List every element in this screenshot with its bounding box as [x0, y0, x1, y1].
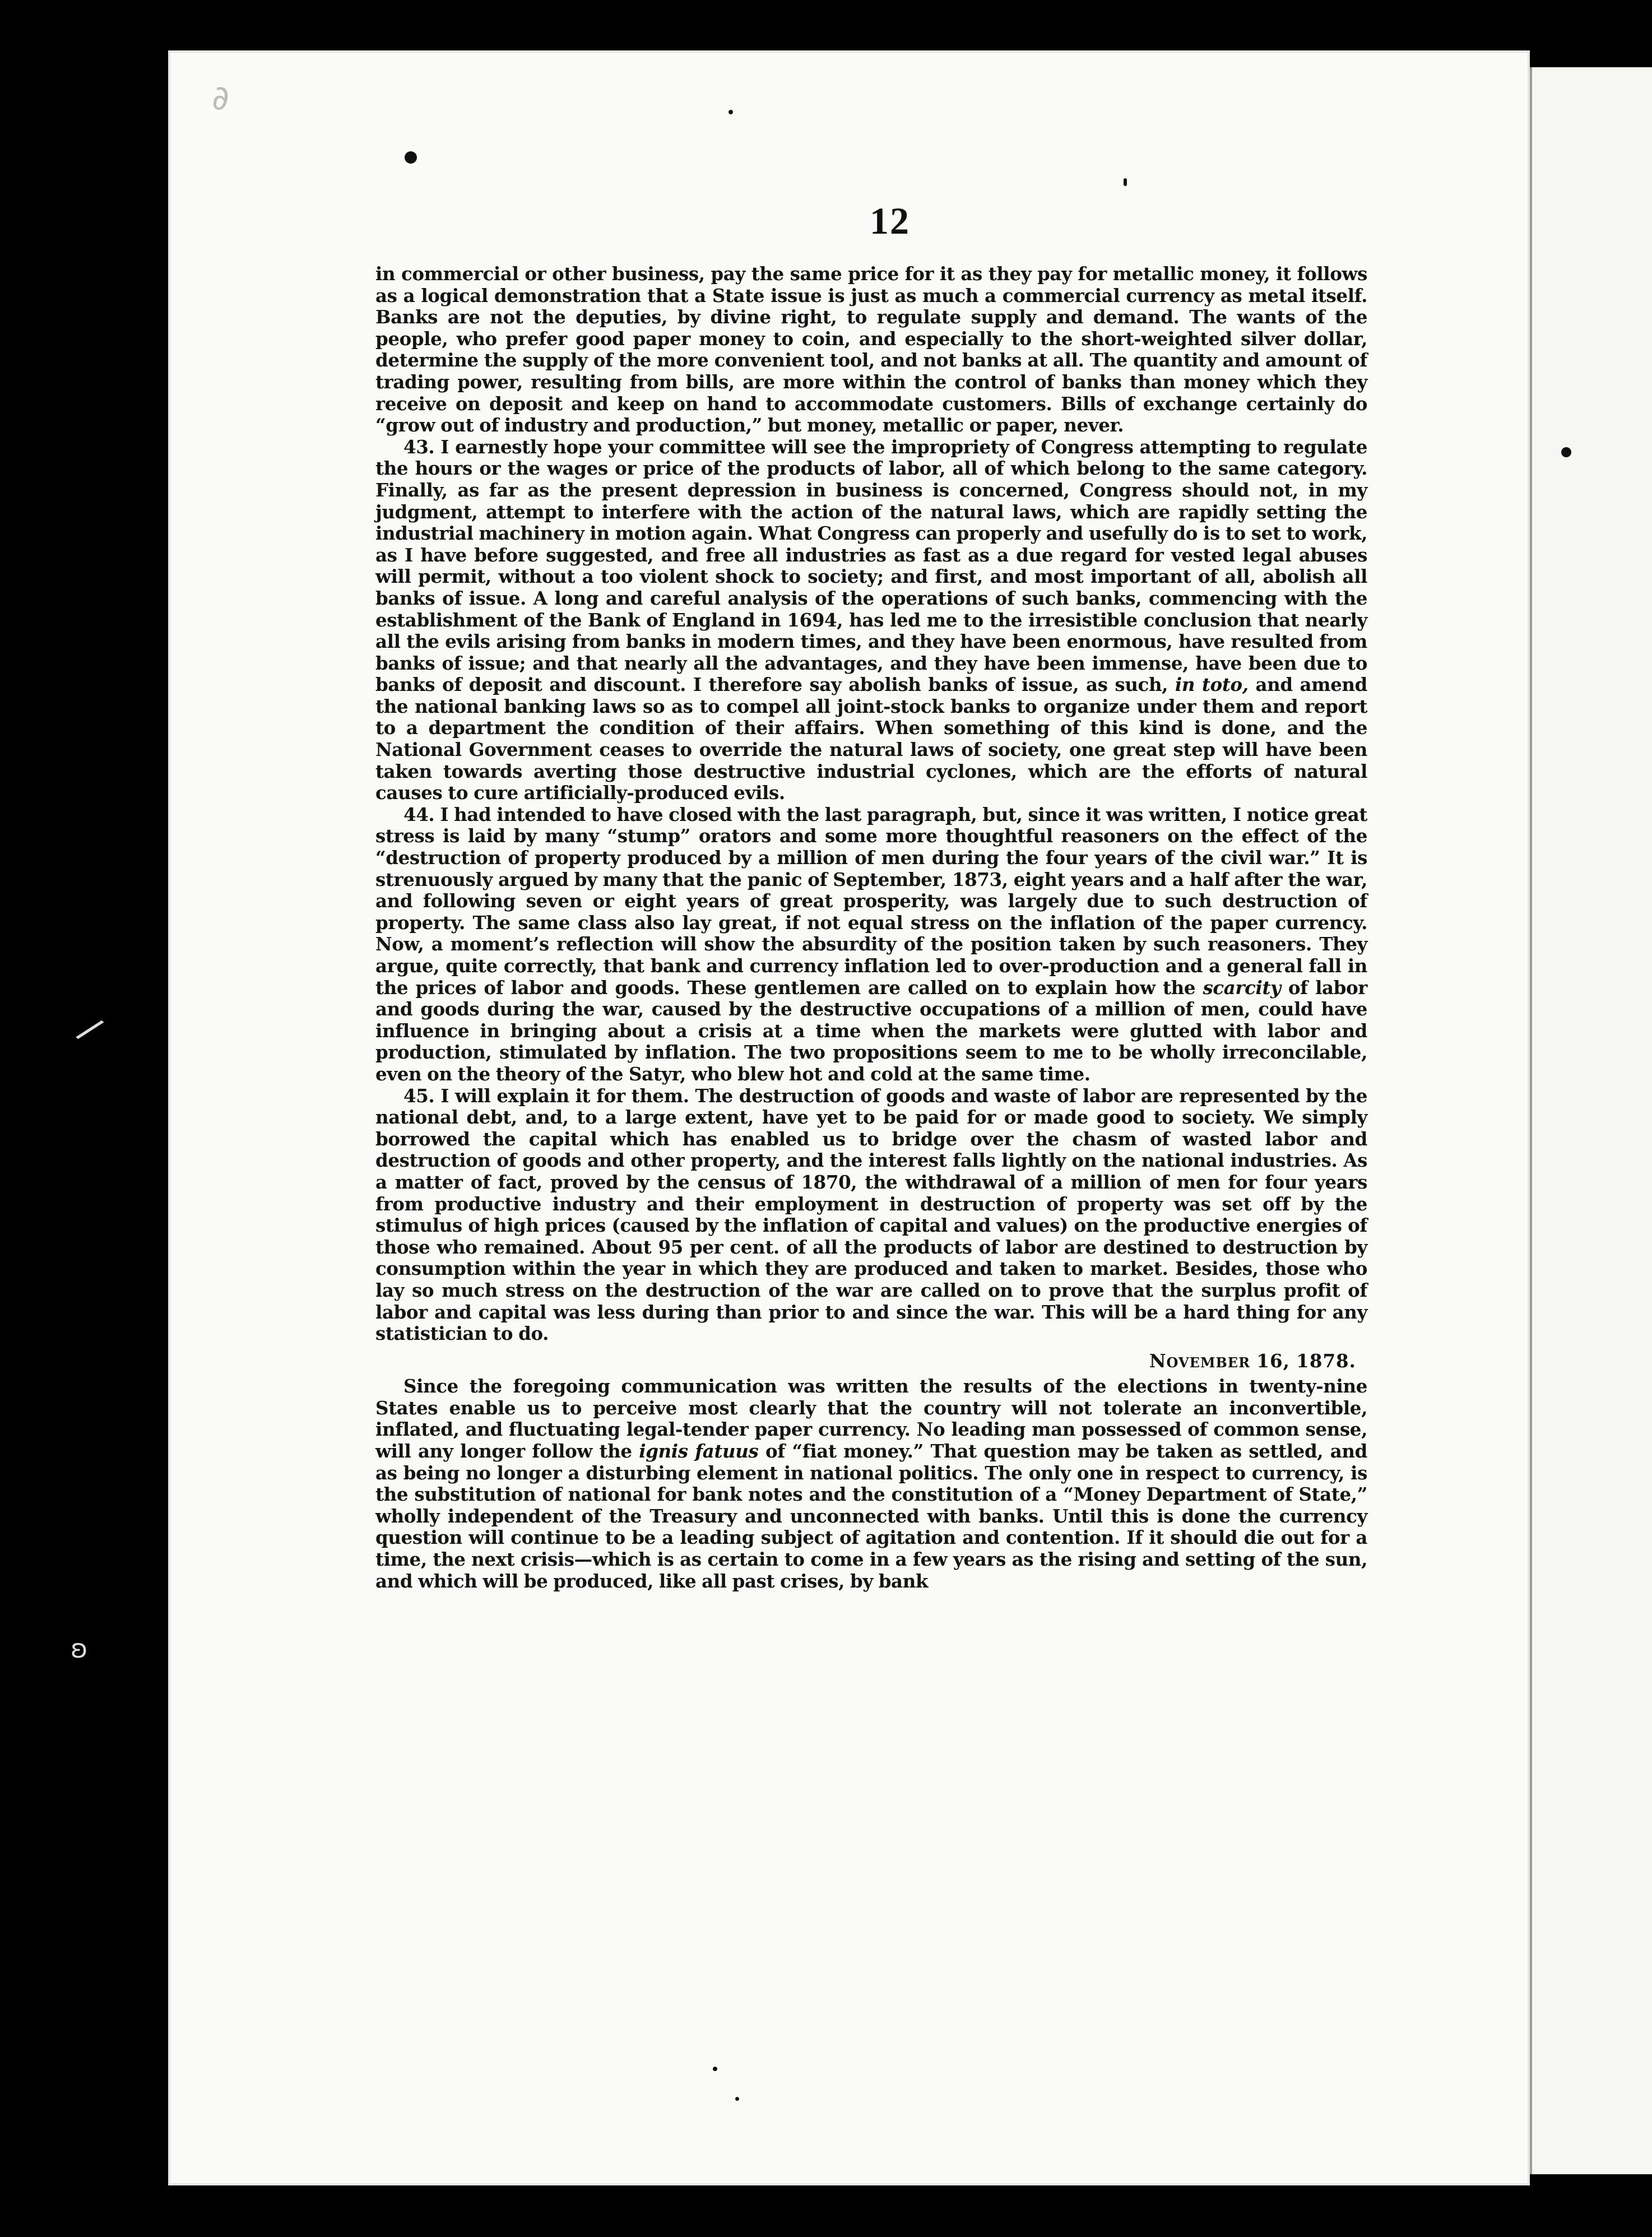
scan-speck — [1561, 447, 1571, 457]
paragraph-intro: in commercial or other business, pay the same price for it as they pay for metallic money, it follows as a logical demonstration that a State issue is just as much a commercial currency as metal itself. Banks are not the deputies, by divine right, to regulate supply and demand. The wants of the people, who prefer good paper money to coin, and especially to the short-weighted silver dollar, determine the supply of the more convenient tool, and not banks at all. The quantity and amount of trading power, resulting from bills, are more within the control of banks than money which they receive on deposit and keep on hand to accommodate customers. Bills of exchange certainly do “grow out of industry and production,” but money, metallic or paper, never. — [375, 263, 1367, 437]
date-initial: N — [1149, 1349, 1167, 1372]
paragraph-final-italic: ignis fatuus — [639, 1440, 759, 1463]
paragraph-44-part-1: 44. I had intended to have closed with the last paragraph, but, since it was written, I notice great stress is laid by many “stump” orators and some more thoughtful reasoners on the effect of the “destruction of property produced by a million of men during the four years of the civil war.” It is strenuously argued by many that the panic of September, 1873, eight years and a half after the war, and following seven or eight years of great prosperity, was largely due to such destruction of property. The same class also lay great, if not equal stress on the inflation of the paper currency. Now, a moment’s reflection will show the absurdity of the position taken by such reasoners. They argue, quite correctly, that bank and currency inflation led to over-production and a general fall in the prices of labor and goods. These gentlemen are called on to explain how the — [375, 803, 1367, 999]
paragraph-44-italic: scarcity — [1203, 976, 1281, 999]
paragraph-43-part-2: and amend the national banking laws so as to compel all joint-stock banks to organize under them and report to a department the condition of their affairs. When something of this kind is done, and the National Government ceases to override the natural laws of society, one great step will have been taken towards averting those destructive industrial cyclones, which are the efforts of natural causes to cure artificially-produced evils. — [375, 674, 1367, 804]
body-text — [375, 263, 1367, 1592]
paragraph-45: 45. I will explain it for them. The destruction of goods and waste of labor are represented by the national debt, and, to a large extent, have yet to be paid for or made good to society. We simply borrowed the capital which has enabled us to bridge over the chasm of wasted labor and destruction of goods and other property, and the interest falls lightly on the national industries. As a matter of fact, proved by the census of 1870, the withdrawal of a million of men for four years from productive industry and their employment in destruction of property was set off by the stimulus of high prices (caused by the inflation of capital and values) on the productive energies of those who remained. About 95 per cent. of all the products of labor are destined to destruction by consumption within the year in which they are produced and taken to market. Besides, those who lay so much stress on the destruction of the war are called on to prove that the surplus profit of labor and capital was less during than prior to and since the war. This will be a hard thing for any statistician to do. — [375, 1084, 1367, 1345]
paragraph-44-part-2: of labor and goods during the war, caused by the destructive occupations of a million of men, could have influence in bringing about a crisis at a time when the markets were glutted with labor and production, stimulated by inflation. The two propositions seem to me to be wholly irreconcilable, even on the theory of the Satyr, who blew hot and cold at the same time. — [375, 976, 1367, 1085]
scan-speck — [1124, 178, 1127, 186]
scan-speck — [713, 2067, 717, 2071]
scan-smudge: ∂ — [212, 78, 230, 118]
adjacent-page — [1524, 67, 1652, 2174]
paragraph-final-part-1: Since the foregoing communication was written the results of the elections in twenty-nine States enable us to perceive most clearly that the country will not tolerate an inconvertible, inflated, and fluctuating legal-tender paper currency. No leading man possessed of common sense, will any longer follow the — [375, 1375, 1367, 1463]
scan-speck — [405, 151, 417, 164]
paragraph-43 — [375, 437, 1367, 804]
date-line — [375, 1350, 1367, 1374]
scan-smudge: / — [72, 1009, 108, 1050]
paragraph-final-part-2: of “fiat money.” That question may be taken as settled, and as being no longer a disturbing element in national politics. The only one in respect to currency, is the substitution of national for bank notes and the constitution of a “Money Department of State,” wholly independent of the Treasury and unconnected with banks. Until this is done the currency question will continue to be a leading subject of agitation and contention. If it should die out for a time, the next crisis—which is as certain to come in a few years as the rising and setting of the sun, and which will be produced, like all past crises, by bank — [375, 1440, 1367, 1592]
scan-speck — [735, 2097, 739, 2101]
date-rest: 16, 1878. — [1250, 1349, 1356, 1372]
scan-smudge: ʚ — [71, 1633, 88, 1664]
paragraph-43-italic: in toto, — [1175, 674, 1249, 696]
page-number: 12 — [870, 199, 910, 242]
paragraph-final — [375, 1376, 1367, 1592]
paragraph-43-part-1: 43. I earnestly hope your committee will see the impropriety of Congress attempting to regulate the hours or the wages or price of the products of labor, all of which belong to the same category. Finally, as far as the present depression in business is concerned, Congress should not, in my judgment, attempt to interfere with the action of the natural laws, which are rapidly setting the industrial machinery in motion again. What Congress can properly and usefully do is to set to work, as I have before suggested, and free all industries as fast as a due regard for vested legal abuses will permit, without a too violent shock to society; and first, and most important of all, abolish all banks of issue. A long and careful analysis of the operations of such banks, commencing with the establishment of the Bank of England in 1694, has led me to the irresistible conclusion that nearly all the evils arising from banks in modern times, and they have been enormous, have resulted from banks of issue; and that nearly all the advantages, and they have been immense, have been due to banks of deposit and discount. I therefore say abolish banks of issue, as such, — [375, 435, 1367, 696]
scan-speck — [728, 110, 733, 114]
paragraph-44 — [375, 804, 1367, 1085]
date-month-caps: OVEMBER — [1166, 1354, 1251, 1371]
